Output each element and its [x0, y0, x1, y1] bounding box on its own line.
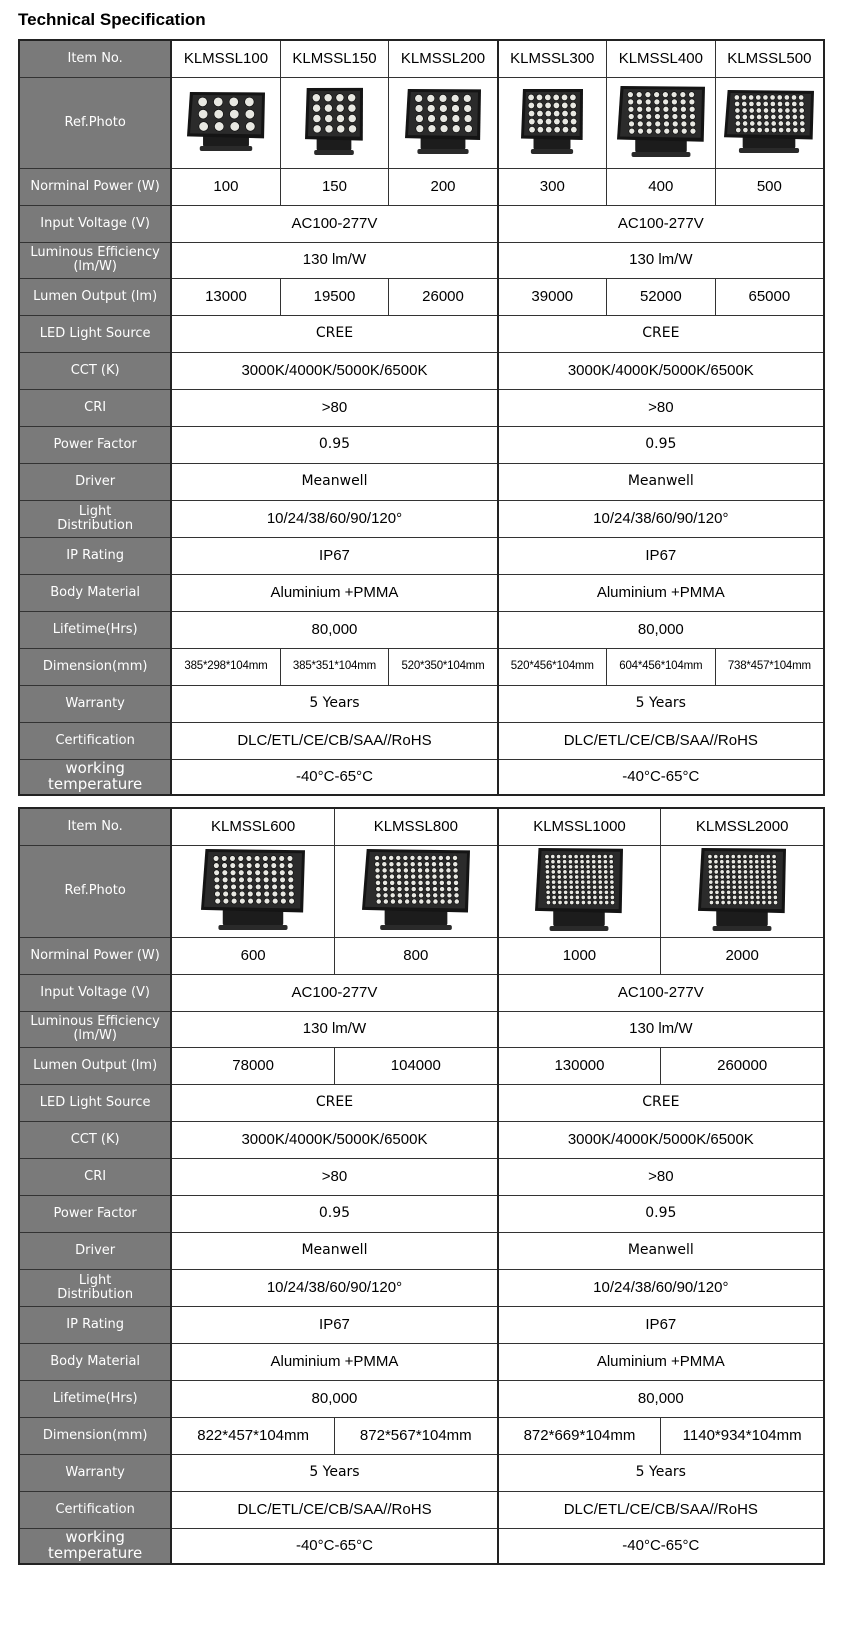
floodlight-photo	[615, 84, 707, 158]
label-efficiency: Luminous Efficiency (lm/W)	[19, 1011, 171, 1047]
cri-value: >80	[171, 1158, 497, 1195]
driver-value: Meanwell	[171, 463, 497, 500]
power-value: 2000	[661, 937, 824, 974]
label-certification: Certification	[19, 722, 171, 759]
row-driver	[19, 463, 824, 500]
product-photo-cell	[389, 77, 498, 168]
label-distribution: Light Distribution	[19, 500, 171, 537]
row-driver	[19, 1232, 824, 1269]
row-distribution	[19, 1269, 824, 1306]
product-photo-cell	[661, 845, 824, 937]
pf-value: 0.95	[498, 1195, 824, 1232]
body-value: Aluminium +PMMA	[171, 574, 497, 611]
lumen-value: 260000	[661, 1047, 824, 1084]
lumen-value: 19500	[280, 278, 389, 315]
row-pf	[19, 426, 824, 463]
label-efficiency: Luminous Efficiency (lm/W)	[19, 242, 171, 278]
cct-value: 3000K/4000K/5000K/6500K	[498, 1121, 824, 1158]
label-distribution: Light Distribution	[19, 1269, 171, 1306]
spec-table-1	[18, 39, 825, 796]
lifetime-value: 80,000	[498, 1380, 824, 1417]
cri-value: >80	[498, 1158, 824, 1195]
label-ref-photo: Ref.Photo	[19, 845, 171, 937]
label-ref-photo: Ref.Photo	[19, 77, 171, 168]
lumen-value: 65000	[715, 278, 824, 315]
label-ip: IP Rating	[19, 537, 171, 574]
pf-value: 0.95	[171, 426, 497, 463]
row-dimension	[19, 1417, 824, 1454]
row-warranty	[19, 685, 824, 722]
label-certification: Certification	[19, 1491, 171, 1528]
page-title: Technical Specification	[18, 10, 206, 29]
row-lumen	[19, 1047, 824, 1084]
dimension-value: 520*456*104mm	[498, 648, 607, 685]
row-ip	[19, 1306, 824, 1343]
row-efficiency	[19, 1011, 824, 1047]
item-name: KLMSSL800	[334, 808, 497, 845]
temp-value: -40°C-65°C	[498, 1528, 824, 1564]
row-cct	[19, 1121, 824, 1158]
cri-value: >80	[171, 389, 497, 426]
voltage-value: AC100-277V	[171, 205, 497, 242]
floodlight-photo	[185, 90, 267, 152]
dimension-value: 872*567*104mm	[334, 1417, 497, 1454]
floodlight-photo	[199, 847, 307, 931]
floodlight-photo	[403, 87, 483, 155]
ip-value: IP67	[171, 1306, 497, 1343]
label-lumen: Lumen Output (lm)	[19, 1047, 171, 1084]
label-voltage: Input Voltage (V)	[19, 974, 171, 1011]
efficiency-value: 130 lm/W	[498, 242, 824, 278]
led-value: CREE	[498, 315, 824, 352]
power-value: 500	[715, 168, 824, 205]
lumen-value: 130000	[498, 1047, 661, 1084]
item-name: KLMSSL100	[171, 40, 280, 77]
product-photo-cell	[498, 845, 661, 937]
label-temp: working temperature	[19, 759, 171, 795]
label-dimension: Dimension(mm)	[19, 1417, 171, 1454]
label-ip: IP Rating	[19, 1306, 171, 1343]
item-name: KLMSSL600	[171, 808, 334, 845]
label-cri: CRI	[19, 1158, 171, 1195]
ip-value: IP67	[498, 537, 824, 574]
product-photo-cell	[171, 77, 280, 168]
led-value: CREE	[171, 315, 497, 352]
label-pf: Power Factor	[19, 426, 171, 463]
label-led: LED Light Source	[19, 315, 171, 352]
body-value: Aluminium +PMMA	[498, 574, 824, 611]
floodlight-photo	[696, 846, 788, 932]
temp-value: -40°C-65°C	[171, 1528, 497, 1564]
cct-value: 3000K/4000K/5000K/6500K	[498, 352, 824, 389]
certification-value: DLC/ETL/CE/CB/SAA//RoHS	[171, 1491, 497, 1528]
row-dimension	[19, 648, 824, 685]
label-item-no: Item No.	[19, 808, 171, 845]
label-led: LED Light Source	[19, 1084, 171, 1121]
body-value: Aluminium +PMMA	[498, 1343, 824, 1380]
pf-value: 0.95	[498, 426, 824, 463]
efficiency-value: 130 lm/W	[171, 1011, 497, 1047]
row-voltage	[19, 205, 824, 242]
item-name: KLMSSL200	[389, 40, 498, 77]
row-lumen	[19, 278, 824, 315]
floodlight-photo	[360, 847, 472, 931]
row-temp	[19, 759, 824, 795]
dimension-value: 604*456*104mm	[606, 648, 715, 685]
spec-table-2	[18, 807, 825, 1565]
product-photo-cell	[498, 77, 607, 168]
floodlight-photo	[533, 846, 625, 932]
row-lifetime	[19, 611, 824, 648]
row-distribution	[19, 500, 824, 537]
item-name: KLMSSL500	[715, 40, 824, 77]
lumen-value: 52000	[606, 278, 715, 315]
power-value: 200	[389, 168, 498, 205]
label-cri: CRI	[19, 389, 171, 426]
cri-value: >80	[498, 389, 824, 426]
row-ref-photo	[19, 845, 824, 937]
label-power: Norminal Power (W)	[19, 937, 171, 974]
cct-value: 3000K/4000K/5000K/6500K	[171, 352, 497, 389]
label-body: Body Material	[19, 574, 171, 611]
floodlight-photo	[722, 88, 816, 154]
row-voltage	[19, 974, 824, 1011]
label-item-no: Item No.	[19, 40, 171, 77]
distribution-value: 10/24/38/60/90/120°	[171, 500, 497, 537]
voltage-value: AC100-277V	[171, 974, 497, 1011]
label-body: Body Material	[19, 1343, 171, 1380]
row-certification	[19, 722, 824, 759]
item-name: KLMSSL400	[606, 40, 715, 77]
temp-value: -40°C-65°C	[498, 759, 824, 795]
warranty-value: 5 Years	[171, 1454, 497, 1491]
label-cct: CCT (K)	[19, 1121, 171, 1158]
label-cct: CCT (K)	[19, 352, 171, 389]
item-name: KLMSSL2000	[661, 808, 824, 845]
dimension-value: 1140*934*104mm	[661, 1417, 824, 1454]
label-driver: Driver	[19, 1232, 171, 1269]
power-value: 800	[334, 937, 497, 974]
product-photo-cell	[334, 845, 497, 937]
cct-value: 3000K/4000K/5000K/6500K	[171, 1121, 497, 1158]
dimension-value: 385*298*104mm	[171, 648, 280, 685]
row-temp	[19, 1528, 824, 1564]
label-lumen: Lumen Output (lm)	[19, 278, 171, 315]
dimension-value: 520*350*104mm	[389, 648, 498, 685]
row-body	[19, 1343, 824, 1380]
lumen-value: 78000	[171, 1047, 334, 1084]
ip-value: IP67	[498, 1306, 824, 1343]
label-dimension: Dimension(mm)	[19, 648, 171, 685]
certification-value: DLC/ETL/CE/CB/SAA//RoHS	[498, 722, 824, 759]
floodlight-photo	[519, 87, 585, 155]
lumen-value: 13000	[171, 278, 280, 315]
lifetime-value: 80,000	[498, 611, 824, 648]
row-cri	[19, 389, 824, 426]
label-warranty: Warranty	[19, 1454, 171, 1491]
row-lifetime	[19, 1380, 824, 1417]
lifetime-value: 80,000	[171, 611, 497, 648]
warranty-value: 5 Years	[171, 685, 497, 722]
label-temp: working temperature	[19, 1528, 171, 1564]
row-ref-photo	[19, 77, 824, 168]
label-lifetime: Lifetime(Hrs)	[19, 1380, 171, 1417]
floodlight-photo	[303, 86, 365, 156]
led-value: CREE	[498, 1084, 824, 1121]
efficiency-value: 130 lm/W	[171, 242, 497, 278]
label-power: Norminal Power (W)	[19, 168, 171, 205]
row-power	[19, 168, 824, 205]
product-photo-cell	[715, 77, 824, 168]
row-power	[19, 937, 824, 974]
certification-value: DLC/ETL/CE/CB/SAA//RoHS	[498, 1491, 824, 1528]
power-value: 300	[498, 168, 607, 205]
label-warranty: Warranty	[19, 685, 171, 722]
item-name: KLMSSL1000	[498, 808, 661, 845]
warranty-value: 5 Years	[498, 685, 824, 722]
label-pf: Power Factor	[19, 1195, 171, 1232]
temp-value: -40°C-65°C	[171, 759, 497, 795]
distribution-value: 10/24/38/60/90/120°	[498, 1269, 824, 1306]
dimension-value: 872*669*104mm	[498, 1417, 661, 1454]
item-name: KLMSSL300	[498, 40, 607, 77]
power-value: 1000	[498, 937, 661, 974]
label-driver: Driver	[19, 463, 171, 500]
power-value: 600	[171, 937, 334, 974]
lifetime-value: 80,000	[171, 1380, 497, 1417]
pf-value: 0.95	[171, 1195, 497, 1232]
row-cri	[19, 1158, 824, 1195]
row-warranty	[19, 1454, 824, 1491]
product-photo-cell	[171, 845, 334, 937]
row-efficiency	[19, 242, 824, 278]
item-name: KLMSSL150	[280, 40, 389, 77]
efficiency-value: 130 lm/W	[498, 1011, 824, 1047]
ip-value: IP67	[171, 537, 497, 574]
row-led	[19, 1084, 824, 1121]
distribution-value: 10/24/38/60/90/120°	[498, 500, 824, 537]
label-voltage: Input Voltage (V)	[19, 205, 171, 242]
row-item-no	[19, 808, 824, 845]
lumen-value: 39000	[498, 278, 607, 315]
certification-value: DLC/ETL/CE/CB/SAA//RoHS	[171, 722, 497, 759]
power-value: 400	[606, 168, 715, 205]
product-photo-cell	[606, 77, 715, 168]
label-lifetime: Lifetime(Hrs)	[19, 611, 171, 648]
dimension-value: 738*457*104mm	[715, 648, 824, 685]
product-photo-cell	[280, 77, 389, 168]
row-cct	[19, 352, 824, 389]
row-pf	[19, 1195, 824, 1232]
driver-value: Meanwell	[498, 1232, 824, 1269]
power-value: 100	[171, 168, 280, 205]
power-value: 150	[280, 168, 389, 205]
dimension-value: 822*457*104mm	[171, 1417, 334, 1454]
row-certification	[19, 1491, 824, 1528]
row-led	[19, 315, 824, 352]
warranty-value: 5 Years	[498, 1454, 824, 1491]
row-item-no	[19, 40, 824, 77]
body-value: Aluminium +PMMA	[171, 1343, 497, 1380]
row-ip	[19, 537, 824, 574]
voltage-value: AC100-277V	[498, 974, 824, 1011]
led-value: CREE	[171, 1084, 497, 1121]
lumen-value: 26000	[389, 278, 498, 315]
distribution-value: 10/24/38/60/90/120°	[171, 1269, 497, 1306]
driver-value: Meanwell	[498, 463, 824, 500]
driver-value: Meanwell	[171, 1232, 497, 1269]
voltage-value: AC100-277V	[498, 205, 824, 242]
lumen-value: 104000	[334, 1047, 497, 1084]
row-body	[19, 574, 824, 611]
dimension-value: 385*351*104mm	[280, 648, 389, 685]
